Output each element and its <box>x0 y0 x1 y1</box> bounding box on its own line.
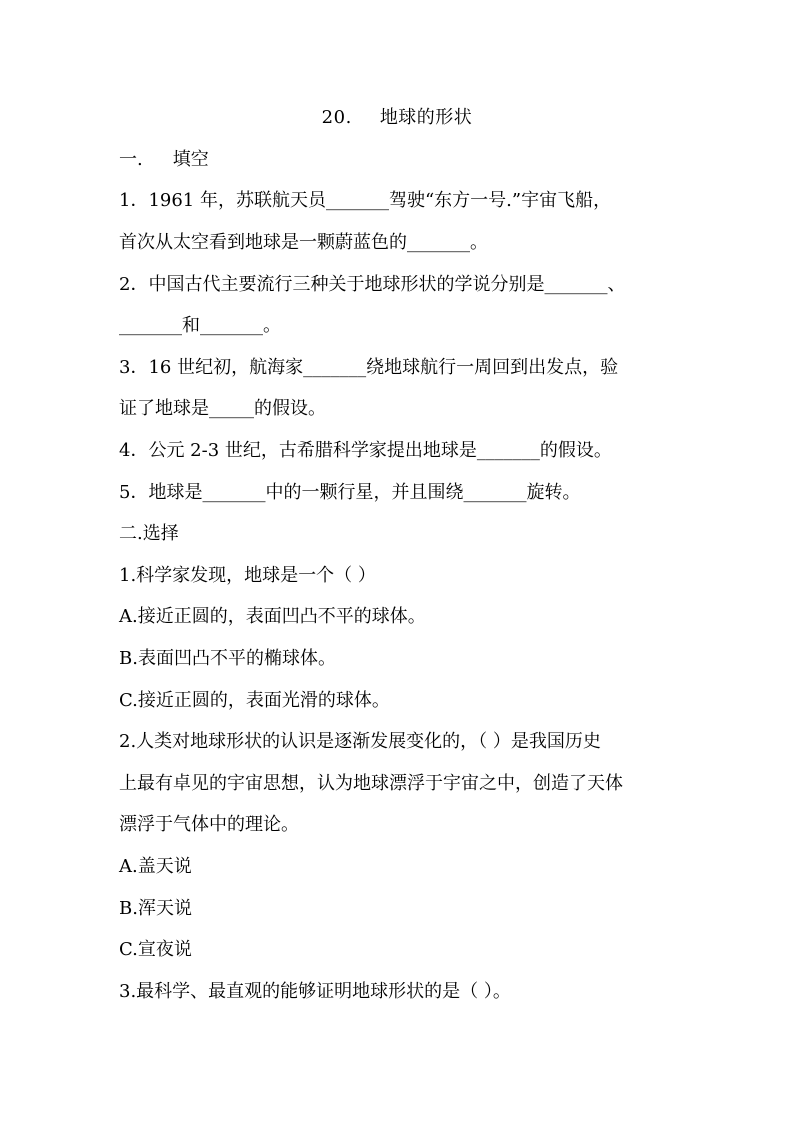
fill-blank-q5: 5．地球是_______中的一颗行星，并且围绕_______旋转。 <box>119 482 581 503</box>
choice-q2-option-c: C.宣夜说 <box>119 939 192 960</box>
fill-blank-q2-line2: _______和_______。 <box>119 315 281 336</box>
page-title <box>0 104 794 132</box>
choice-q1: 1.科学家发现，地球是一个（ ） <box>119 565 376 586</box>
fill-blank-q2-line1: 2．中国古代主要流行三种关于地球形状的学说分别是_______、 <box>119 274 626 295</box>
choice-q3: 3.最科学、最直观的能够证明地球形状的是（ ）。 <box>119 981 511 1002</box>
title-text: 地球的形状 <box>379 107 473 128</box>
section-marker: 一. <box>119 149 143 170</box>
choice-q2-option-a: A.盖天说 <box>119 856 192 877</box>
fill-blank-q3-line2: 证了地球是_____的假设。 <box>119 398 326 419</box>
choice-q2-line2: 上最有卓见的宇宙思想，认为地球漂浮于宇宙之中，创造了天体 <box>119 773 623 794</box>
choice-q2-line1: 2.人类对地球形状的认识是逐渐发展变化的，（ ）是我国历史 <box>119 731 601 752</box>
section-heading-text: 填空 <box>172 149 209 170</box>
choice-q1-option-b: B.表面凹凸不平的椭球体。 <box>119 648 336 669</box>
title-number: 20. <box>321 107 352 128</box>
choice-q2-option-b: B.浑天说 <box>119 898 192 919</box>
fill-blank-q1-line1: 1．1961 年，苏联航天员_______驾驶“东方一号.”宇宙飞船， <box>119 190 612 211</box>
choice-q2-line3: 漂浮于气体中的理论。 <box>119 814 299 835</box>
fill-blank-q3-line1: 3．16 世纪初，航海家_______绕地球航行一周回到出发点，验 <box>119 357 619 378</box>
choice-q1-option-c: C.接近正圆的，表面光滑的球体。 <box>119 690 390 711</box>
choice-q1-option-a: A.接近正圆的，表面凹凸不平的球体。 <box>119 606 426 627</box>
section-heading-choice: 二.选择 <box>119 523 179 544</box>
fill-blank-q1-line2: 首次从太空看到地球是一颗蔚蓝色的_______。 <box>119 232 488 253</box>
fill-blank-q4: 4．公元 2-3 世纪，古希腊科学家提出地球是_______的假设。 <box>119 440 612 461</box>
section-heading-fill-blank <box>119 146 209 174</box>
